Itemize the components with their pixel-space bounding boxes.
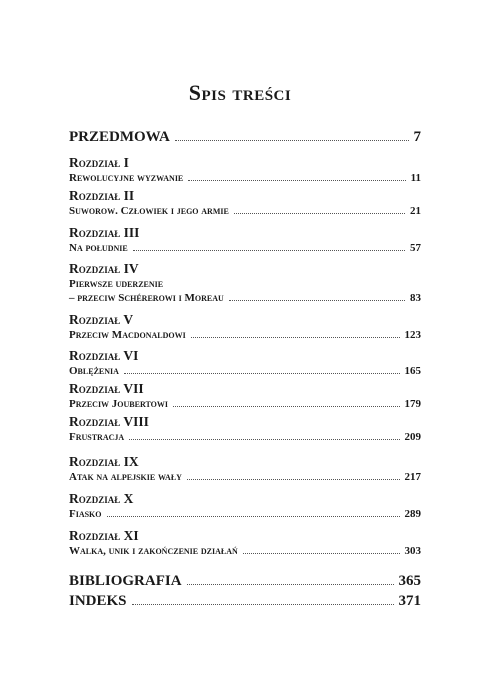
toc-entry-chapter-6[interactable]	[69, 348, 421, 378]
toc-entry-text: Frustracja	[69, 431, 125, 443]
dot-leader	[173, 406, 399, 407]
toc-entry-chapter-3[interactable]	[69, 225, 421, 255]
toc-line	[69, 507, 421, 521]
toc-entry-text: Na południe	[69, 242, 128, 254]
toc-line	[69, 544, 421, 558]
toc-entry-text: Przeciw Macdonaldowi	[69, 329, 186, 341]
chapter-heading: Rozdział IV	[69, 261, 139, 276]
dot-leader	[132, 604, 394, 605]
toc-entry-chapter-9[interactable]	[69, 454, 421, 484]
chapter-heading: Rozdział X	[69, 491, 134, 506]
toc-entry-text: – przeciw Schérerowi i Moreau	[69, 292, 224, 304]
dot-leader	[107, 516, 400, 517]
chapter-heading: Rozdział V	[69, 312, 134, 327]
dot-leader	[124, 373, 400, 374]
toc-entry-text: Pierwsze uderzenie	[69, 278, 164, 290]
dot-leader	[187, 584, 394, 585]
chapter-heading: Rozdział I	[69, 155, 129, 170]
page-number: 11	[410, 172, 421, 184]
toc-entry-text: INDEKS	[69, 593, 127, 609]
chapter-heading: Rozdział II	[69, 188, 135, 203]
page-number: 123	[404, 329, 421, 341]
page-number: 209	[404, 431, 421, 443]
toc-entry-chapter-5[interactable]	[69, 312, 421, 342]
toc-entry-text: Atak na alpejskie wały	[69, 471, 182, 483]
dot-leader	[229, 300, 405, 301]
toc-entry-text: Fiasko	[69, 508, 102, 520]
toc-entry-chapter-10[interactable]	[69, 491, 421, 521]
toc-line	[69, 470, 421, 484]
toc-entry-chapter-4[interactable]	[69, 261, 421, 305]
page-number: 179	[404, 398, 421, 410]
toc-entry-chapter-7[interactable]	[69, 381, 421, 411]
toc-line	[69, 397, 421, 411]
toc-entry-text: PRZEDMOWA	[69, 129, 170, 145]
chapter-heading: Rozdział IX	[69, 454, 139, 469]
toc-line	[69, 171, 421, 185]
dot-leader	[175, 140, 409, 141]
dot-leader	[234, 213, 405, 214]
toc-line	[69, 277, 421, 291]
toc-entry-text: Przeciw Joubertowi	[69, 398, 169, 410]
toc-entry-index[interactable]	[69, 592, 421, 610]
chapter-heading: Rozdział VIII	[69, 414, 149, 429]
toc-line	[69, 592, 421, 610]
page-number: 289	[404, 508, 421, 520]
page-number: 371	[398, 593, 421, 609]
page-number: 365	[398, 573, 421, 589]
dot-leader	[187, 479, 400, 480]
toc-entry-preface[interactable]	[69, 128, 421, 146]
toc-entry-text: Suworow. Człowiek i jego armie	[69, 205, 229, 217]
toc-line	[69, 430, 421, 444]
dot-leader	[188, 180, 405, 181]
toc-line	[69, 204, 421, 218]
toc-line	[69, 241, 421, 255]
page-number: 217	[404, 471, 421, 483]
toc-entry-chapter-11[interactable]	[69, 528, 421, 558]
chapter-heading: Rozdział XI	[69, 528, 139, 543]
chapter-heading: Rozdział VI	[69, 348, 139, 363]
chapter-heading: Rozdział III	[69, 225, 140, 240]
dot-leader	[191, 337, 400, 338]
page-number: 165	[404, 365, 421, 377]
chapter-heading: Rozdział VII	[69, 381, 144, 396]
page-number: 83	[410, 292, 421, 304]
toc-entry-text: BIBLIOGRAFIA	[69, 573, 182, 589]
page-number: 7	[413, 129, 421, 145]
toc-line	[69, 291, 421, 305]
page-number: 21	[410, 205, 421, 217]
toc-line	[69, 328, 421, 342]
toc-entry-chapter-2[interactable]	[69, 188, 421, 218]
toc-line	[69, 364, 421, 378]
dot-leader	[129, 439, 399, 440]
dot-leader	[133, 250, 405, 251]
toc-entry-text: Walka, unik i zakończenie działań	[69, 545, 238, 557]
toc-entry-chapter-8[interactable]	[69, 414, 421, 444]
page-number: 303	[404, 545, 421, 557]
toc-entry-chapter-1[interactable]	[69, 155, 421, 185]
toc-entry-bibliography[interactable]	[69, 572, 421, 590]
toc-entry-text: Oblężenia	[69, 365, 119, 377]
page-title: Spis treści	[188, 80, 292, 105]
toc-line	[69, 572, 421, 590]
dot-leader	[243, 553, 400, 554]
toc-line	[69, 128, 421, 146]
page-number: 57	[410, 242, 421, 254]
toc-entry-text: Rewolucyjne wyzwanie	[69, 172, 184, 184]
